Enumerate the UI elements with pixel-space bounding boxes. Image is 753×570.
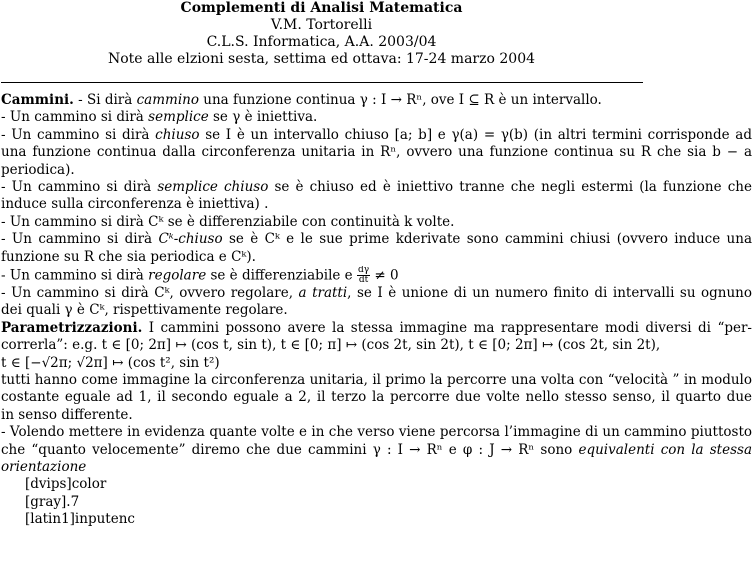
text-line: - Un cammino si dirà semplice chiuso se è chiuso ed è iniettivo tranne che negli estermi (la funzione che (1, 179, 752, 195)
text-line: che “quanto velocemente” diremo che due cammini γ : I → Rⁿ e φ : J → Rⁿ sono equivalenti con la stessa (1, 441, 752, 458)
fraction-numerator: dγ (357, 266, 370, 275)
text-line: periodica). (1, 161, 75, 178)
derivative-fraction (357, 266, 370, 285)
text-line: t ∈ [−√2π; √2π] ↦ (cos t², sin t²) (1, 354, 220, 371)
text-line: - Un cammino si dirà Cᵏ se è differenziabile con continuità k volte. (1, 213, 455, 230)
term: semplice (148, 109, 209, 126)
text-line: [gray].7 (25, 493, 80, 510)
term: Cᵏ-chiuso (158, 231, 223, 248)
term: a tratti (298, 285, 348, 301)
text-line: - Un cammino si dirà regolare se è differenziabile e $\frac{d\gamma}{dt}$ ≠ 0 (1, 266, 399, 285)
term: semplice chiuso (157, 179, 269, 195)
term: regolare (148, 267, 207, 284)
text-line: - Un cammino si dirà semplice se γ è iniettiva. (1, 109, 318, 126)
text-line: correrla”: e.g. t ∈ [0; 2π] ↦ (cos t, sin t), t ∈ [0; π] ↦ (cos 2t, sin 2t), t ∈ [0; 2π] ↦ (cos 2t, sin 2t), (1, 337, 661, 354)
text-line: Parametrizzazioni. I cammini possono avere la stessa immagine ma rappresentare modi diversi di “per- (1, 319, 752, 336)
text-line: - Un cammino si dirà Cᵏ, ovvero regolare, a tratti, se I è unione di un numero finito di intervalli su ognuno (1, 285, 752, 301)
text-line: funzione su R che sia periodica e Cᵏ). (1, 248, 256, 265)
text-line: una funzione continua dalla circonferenza unitaria in Rⁿ, ovvero una funzione continua su R che sia b − a (1, 144, 752, 161)
term: chiuso (155, 126, 200, 143)
term: cammino (136, 92, 199, 108)
text-line: induce sulla circonferenza è iniettiva) . (1, 196, 269, 213)
text-line: Cammini. - Si dirà cammino una funzione continua γ : I → Rⁿ, ove I ⊆ R è un intervallo. (1, 92, 602, 108)
text-line: - Volendo mettere in evidenza quante volte e in che verso viene percorsa l’immagine di un cammino piuttosto (1, 424, 752, 441)
document-notes: Note alle elzioni sesta, settima ed ottava: 17-24 marzo 2004 (107, 51, 536, 67)
text-line: - Un cammino si dirà Cᵏ-chiuso se è Cᵏ e le sue prime kderivate sono cammini chiusi (ovvero induce una (1, 231, 752, 248)
text-line: costante eguale ad 1, il secondo eguale a 2, il terzo la percorre due volte nello stesso senso, il quarto due (1, 389, 752, 406)
term: orientazione (1, 458, 87, 475)
text-line: [dvips]color (25, 476, 107, 493)
section-heading-parametrizzazioni: Parametrizzazioni. (1, 319, 143, 336)
document-header (0, 0, 643, 68)
document-course: C.L.S. Informatica, A.A. 2003/04 (206, 34, 437, 50)
text-line (1, 459, 752, 476)
text-line: [latin1]inputenc (25, 511, 135, 528)
header-rule (1, 82, 643, 83)
text-line: in senso differente. (1, 406, 133, 423)
document-title: Complementi di Analisi Matematica (180, 0, 463, 16)
fraction-denominator: dt (358, 275, 369, 285)
term: equivalenti con la stessa (578, 441, 752, 458)
section-heading-cammini: Cammini. (1, 92, 74, 108)
text-line: dei quali γ è Cᵏ, rispettivamente regolare. (1, 302, 288, 319)
text-line: - Un cammino si dirà chiuso se I è un intervallo chiuso [a; b] e γ(a) = γ(b) (in altri termini corrisponde ad (1, 126, 752, 143)
document-body (1, 92, 752, 529)
document-author: V.M. Tortorelli (270, 17, 373, 33)
text-line: tutti hanno come immagine la circonferenza unitaria, il primo la percorre una volta con “velocità ” in modulo (1, 372, 752, 388)
